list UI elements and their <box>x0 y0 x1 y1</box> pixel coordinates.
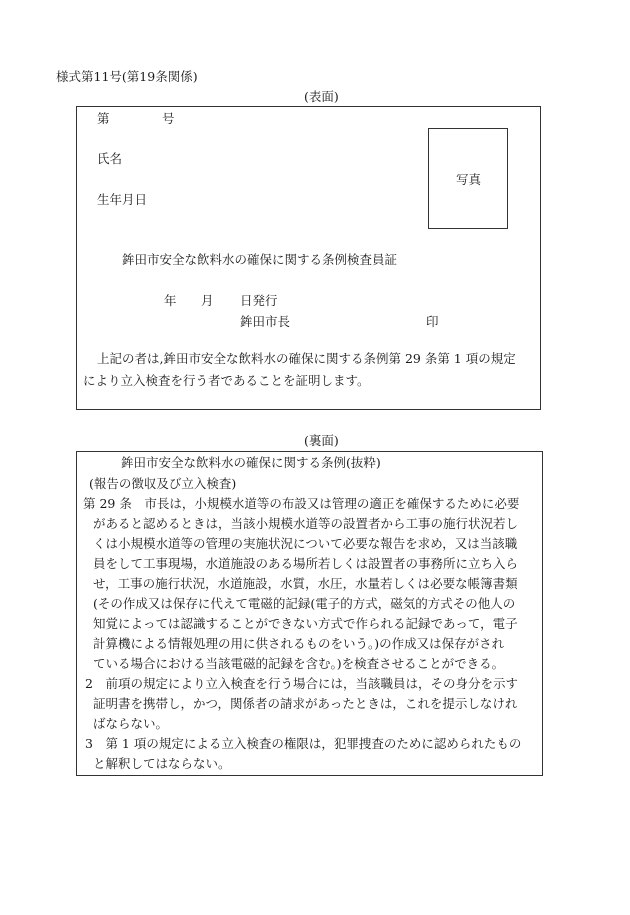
law-line: 員をして工事現場，水道施設のある場所若しくは設置者の事務所に立ち入ら <box>93 556 519 571</box>
law-line: 3 第 1 項の規定による立入検査の権限は，犯罪捜査のために認められたもの <box>85 736 522 751</box>
front-card <box>76 106 541 410</box>
law-line: と解釈してはならない。 <box>93 756 231 771</box>
issuer: 鉾田市長 <box>240 314 291 329</box>
law-line: せ，工事の施行状況，水道施設，水質，水圧，水量若しくは必要な帳簿書類 <box>93 576 518 591</box>
law-line: 計算機による情報処理の用に供されるものをいう。)の作成又は保存がされ <box>93 636 505 651</box>
photo-label: 写真 <box>456 172 482 187</box>
law-line: ている場合における当該電磁的記録を含む。)を検査させることができる。 <box>93 656 505 671</box>
law-line: 証明書を携帯し，かつ，関係者の請求があったときは，これを提示しなけれ <box>93 696 518 711</box>
law-line: 2 前項の規定により立入検査を行う場合には，当該職員は，その身分を示す <box>85 676 518 691</box>
form-number: 様式第11号(第19条関係) <box>56 69 198 84</box>
law-line: くは小規模水道等の管理の実施状況について必要な報告を求め，又は当該職 <box>93 536 518 551</box>
certification-line: 上記の者は,鉾田市安全な飲料水の確保に関する条例第 29 条第 1 項の規定 <box>97 351 516 366</box>
issue-month: 月 <box>201 293 214 308</box>
number-suffix: 号 <box>162 111 175 126</box>
certification-line: により立入検査を行う者であることを証明します。 <box>83 373 370 388</box>
number-prefix: 第 <box>97 111 110 126</box>
card-title: 鉾田市安全な飲料水の確保に関する条例検査員証 <box>122 252 398 267</box>
law-line: 知覚によっては認識することができない方式で作られる記録であって，電子 <box>93 616 518 631</box>
issue-year: 年 <box>164 293 177 308</box>
photo-box <box>428 128 508 229</box>
article-caption: (報告の徴収及び立入検査) <box>89 476 237 491</box>
seal: 印 <box>426 314 439 329</box>
law-title: 鉾田市安全な飲料水の確保に関する条例(抜粋) <box>121 455 381 470</box>
name-label: 氏名 <box>97 151 123 166</box>
law-line: 第 29 条 市長は，小規模水道等の布設又は管理の適正を確保するために必要 <box>83 496 520 511</box>
front-heading: (表面) <box>304 89 339 104</box>
law-line: ばならない。 <box>93 716 169 731</box>
law-line: があると認めるときは，当該小規模水道等の設置者から工事の施行状況若し <box>93 516 519 531</box>
issue-day: 日発行 <box>240 293 278 308</box>
back-heading: (裏面) <box>304 433 339 448</box>
back-card <box>76 451 543 776</box>
birthdate-label: 生年月日 <box>97 192 148 207</box>
law-line: (その作成又は保存に代えて電磁的記録(電子的方式，磁気的方式その他人の <box>93 596 516 611</box>
